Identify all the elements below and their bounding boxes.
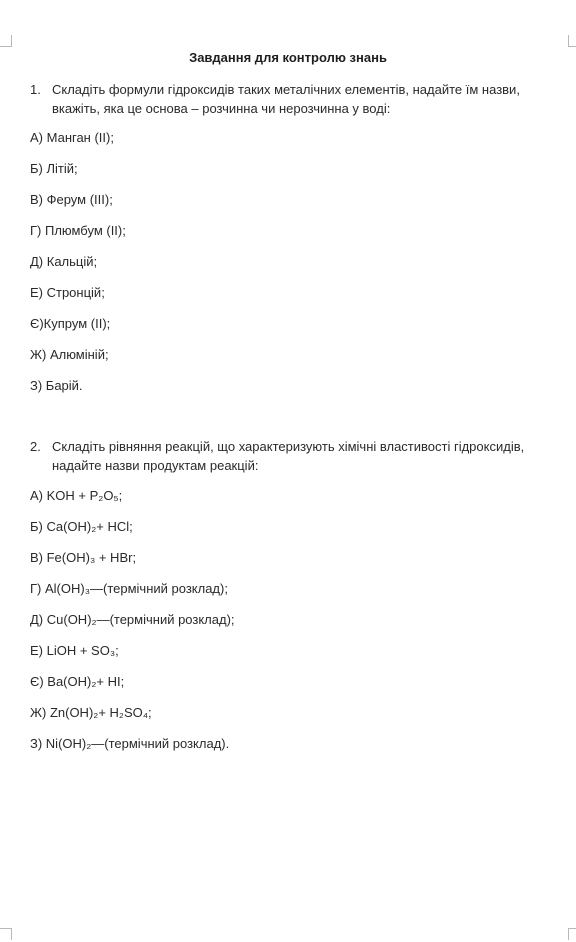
question-1-number: 1.	[30, 82, 41, 97]
question-1-item-z: З) Барій.	[30, 378, 83, 393]
question-1-item-ye: Є)Купрум (II);	[30, 316, 111, 331]
question-2-item-h: Г) Al(OH)₃—(термічний розклад);	[30, 581, 228, 596]
question-1-item-e: Е) Стронцій;	[30, 285, 105, 300]
question-1-item-zh: Ж) Алюміній;	[30, 347, 109, 362]
question-2-item-ye: Є) Ba(OH)₂+ HI;	[30, 674, 125, 689]
question-2	[30, 437, 558, 475]
question-1-item-v: В) Ферум (III);	[30, 192, 113, 207]
crop-mark-bottom-left-horizontal	[0, 928, 11, 929]
question-1-item-h: Г) Плюмбум (II);	[30, 223, 126, 238]
question-1-item-b: Б) Літій;	[30, 161, 78, 176]
question-1-text: Складіть формули гідроксидів таких металічних елементів, надайте їм назви, вкажіть, яка це основа – розчинна чи нерозчинна у воді:	[52, 82, 520, 116]
crop-mark-top-right-horizontal	[569, 46, 576, 47]
question-1-item-a: А) Манган (II);	[30, 130, 114, 145]
question-2-number: 2.	[30, 439, 41, 454]
question-2-item-e: Е) LiOH + SO₃;	[30, 643, 119, 658]
question-2-item-a: А) KOH + P₂O₅;	[30, 488, 123, 503]
crop-mark-top-left-horizontal	[0, 46, 11, 47]
crop-mark-bottom-right-horizontal	[569, 928, 576, 929]
crop-mark-bottom-right	[568, 928, 573, 940]
question-2-item-v: В) Fe(OH)₃ + HBr;	[30, 550, 137, 565]
question-2-item-b: Б) Ca(OH)₂+ HCl;	[30, 519, 133, 534]
question-2-item-zh: Ж) Zn(OH)₂+ H₂SO₄;	[30, 705, 152, 720]
page-title: Завдання для контролю знань	[189, 50, 387, 65]
question-2-text: Складіть рівняння реакцій, що характеризують хімічні властивості гідроксидів, надайте назви продуктам реакцій:	[52, 439, 525, 473]
question-2-item-d: Д) Cu(OH)₂—(термічний розклад);	[30, 612, 235, 627]
crop-mark-bottom-left	[5, 928, 12, 940]
question-2-item-z: З) Ni(OH)₂—(термічний розклад).	[30, 736, 230, 751]
question-1	[30, 80, 558, 118]
question-1-item-d: Д) Кальцій;	[30, 254, 98, 269]
